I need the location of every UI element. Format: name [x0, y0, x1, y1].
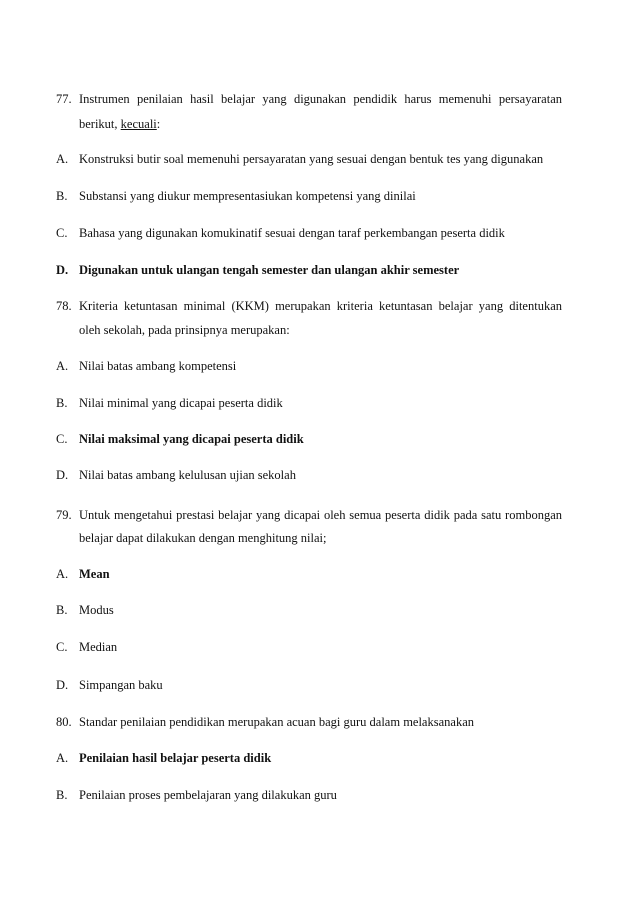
question-number: 77. — [56, 92, 72, 106]
option-label: A. — [56, 359, 69, 373]
option-text: Nilai batas ambang kelulusan ujian sekolah — [79, 468, 296, 482]
option-label: B. — [56, 603, 68, 617]
option-text-answer: Penilaian hasil belajar peserta didik — [79, 751, 272, 765]
option-text-answer: Nilai maksimal yang dicapai peserta didik — [79, 432, 304, 446]
question-text-line-1: Kriteria ketuntasan minimal (KKM) merupakan kriteria ketuntasan belajar yang ditentukan — [79, 299, 562, 313]
option-label: B. — [56, 788, 68, 802]
question-text-prefix: berikut, — [79, 117, 118, 131]
question-number: 80. — [56, 715, 72, 729]
option-text: Median — [79, 640, 118, 654]
option-label: D. — [56, 468, 69, 482]
question-text-line-2 — [79, 116, 160, 132]
option-text: Substansi yang diukur mempresentasiukan kompetensi yang dinilai — [79, 189, 416, 203]
option-label: C. — [56, 640, 68, 654]
option-label-answer: D. — [56, 263, 69, 277]
option-label-answer: C. — [56, 432, 68, 446]
underlined-keyword: kecuali — [120, 117, 157, 131]
question-text-line-2: oleh sekolah, pada prinsipnya merupakan: — [79, 323, 290, 337]
option-label: A. — [56, 567, 69, 581]
option-text: Simpangan baku — [79, 678, 163, 692]
option-label: B. — [56, 396, 68, 410]
question-text-line-1: Instrumen penilaian hasil belajar yang digunakan pendidik harus memenuhi persayaratan — [79, 92, 562, 106]
option-text-answer: Digunakan untuk ulangan tengah semester dan ulangan akhir semester — [79, 263, 460, 277]
option-text: Nilai minimal yang dicapai peserta didik — [79, 396, 283, 410]
option-label: D. — [56, 678, 69, 692]
question-text-line-2: belajar dapat dilakukan dengan menghitung nilai; — [79, 531, 327, 545]
option-text: Konstruksi butir soal memenuhi persayaratan yang sesuai dengan bentuk tes yang digunakan — [79, 152, 544, 166]
question-text-suffix: : — [156, 117, 161, 131]
option-text-answer: Mean — [79, 567, 110, 581]
option-label: C. — [56, 226, 68, 240]
question-text-line-1: Standar penilaian pendidikan merupakan acuan bagi guru dalam melaksanakan — [79, 715, 474, 729]
option-label: B. — [56, 189, 68, 203]
question-number: 79. — [56, 508, 72, 522]
option-text: Bahasa yang digunakan komukinatif sesuai dengan taraf perkembangan peserta didik — [79, 226, 505, 240]
option-text: Penilaian proses pembelajaran yang dilakukan guru — [79, 788, 337, 802]
option-label: A. — [56, 751, 69, 765]
option-text: Nilai batas ambang kompetensi — [79, 359, 237, 373]
question-text-line-1: Untuk mengetahui prestasi belajar yang dicapai oleh semua peserta didik pada satu rombongan — [79, 508, 562, 522]
option-label: A. — [56, 152, 69, 166]
option-text: Modus — [79, 603, 114, 617]
question-number: 78. — [56, 299, 72, 313]
